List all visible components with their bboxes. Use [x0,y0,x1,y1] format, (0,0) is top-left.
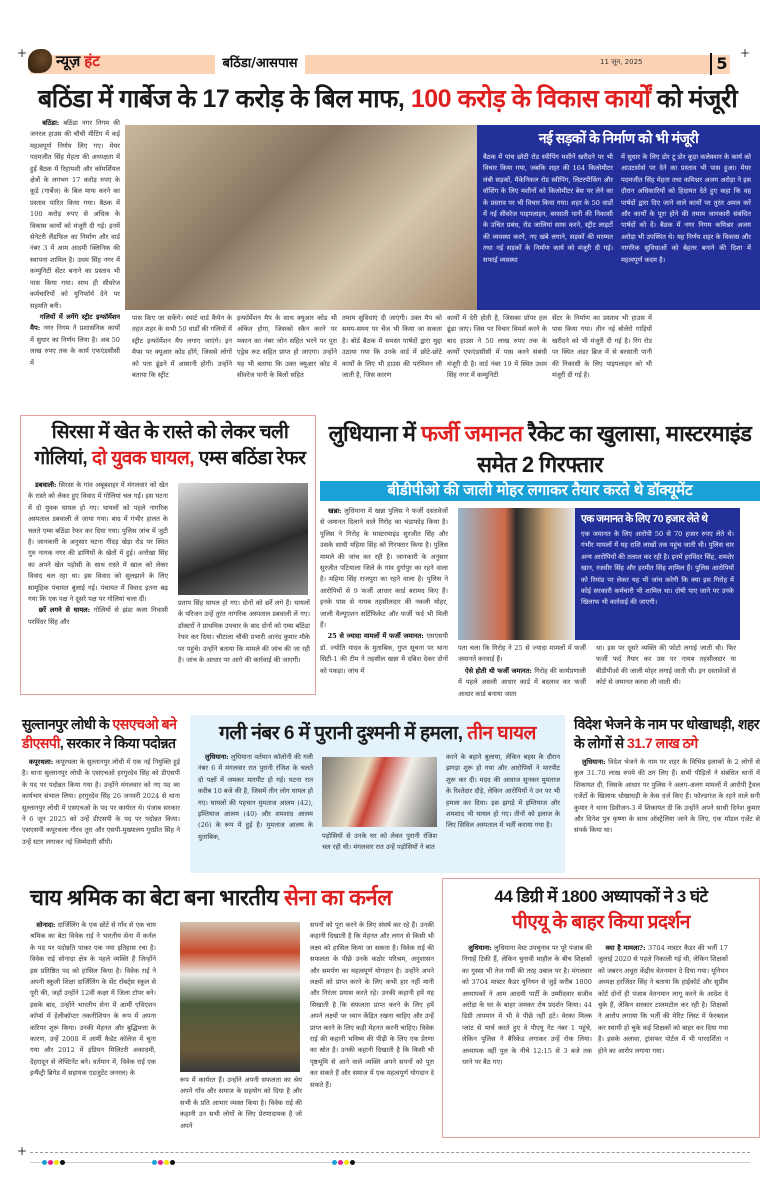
sidebar-title: एक जमानत के लिए 70 हजार लेते थे [581,513,708,525]
body-text: एसएसपी डॉ. ज्योति यादव के मुताबिक, गुप्त सूचना पर थाना सिटी-1 की टीम ने तहसील खन्ना में दबिश देकर दोनों को पकड़ा। जांच में [320,632,448,675]
dateline: खन्ना: [328,507,342,515]
headline-text: लुधियाना में [328,421,416,446]
body-text: लुधियाना वर्तमान कॉलोनी की गली नंबर 6 में मंगलवार रात पुरानी रंजिश के चलते दो पक्षों में जमकर मारपीट हो गई। घटना रात करीब 10 बजे की है, जिसमें तीन लोग घायल हो गए। घायलों की पहचान मुमताज आलम (42), इम्तियाज आलम (40) और शमशाद आलम (26) के रूप में हुई है। मुमताज आलम के मुताबिक, [198,753,313,841]
story4-headline [22,715,180,753]
story8-headline [446,884,756,936]
dateline: लुधियाना: [204,753,229,761]
sidebar-text: में सुधार के लिए डोर टू डोर कूड़ा कलेक्शन के कार्य को आउटसोर्स पर देने का प्रस्ताव भी पास हुआ। मेयर पदमजीत सिंह मेहता तथा कमिश्नर अजय अरोड़ा ने इस दौरान अधिकारियों को हिदायत देते हुए कहा कि वह पार्षदों द्वारा दिए जाने वाले कार्यों पर तुरंत अमल करें और कार्यों के पूरा होने की तमाम जानकारी संबंधित पार्षदों को दें। बैठक में नगर निगम कमिश्नर अजय अरोड़ा भी उपस्थित थे। यह निर्णय शहर के विकास और नागरिक सुविधाओं को बेहतर बनाने की दिशा में महत्वपूर्ण कदम है। [621,153,751,264]
headline-text: सुल्तानपुर लोधी के [22,716,110,732]
story7-headline [30,884,430,912]
story1-col5: कार्यों में देरी होती है, जिसका प्रॉपर हल ढूंढा जाए। जिस पर विचार विमर्श करने के बाद हाउस ने 50 लाख रुपए तक के कार्यों एफएंडसीसी में पास करने संबंधी मंजूरी दी है। वार्ड नंबर 19 में स्थित उधम सिंह नगर में कम्युनिटी [447,314,547,380]
story2-col1 [28,480,168,690]
trim-line [30,1152,750,1153]
headline-highlight: 100 करोड़ के विकास कार्यों [410,85,651,113]
subhead: 25 से ज्यादा मामलों में फर्जी जमानत: [327,632,424,641]
headline-highlight: एसएचओ बने डीएसपी [22,716,177,751]
story1-headline [38,84,738,114]
headline-text: चाय श्रमिक का बेटा बना भारतीय [30,885,279,910]
subhead: ऐसे होती थी फर्जी जमानत: [465,666,532,675]
arrested-accused-photo [458,508,575,640]
color-registration-dots [152,1160,175,1165]
council-meeting-photo [125,125,477,310]
headline-highlight: दो युवक घायल, [91,448,195,469]
headline-text: सिरसा में खेत के रास्ते को लेकर चली गोलियां, [34,422,289,469]
story2-headline [30,420,310,472]
story3-sidebar [575,508,740,640]
body-text: गोलियों से झंडा कला निवासी परविंदर सिंह और [28,606,168,626]
story8-col1 [462,943,592,1133]
headline-text: रैकेट का खुलासा, मास्टरमाइंड समेत 2 गिरफ्तार [477,421,752,477]
sidebar-text: बैठक में पांच छोटी रोड स्वीपिंग मशीनें खरीदने पर भी विचार किया गया, जबकि शहर की 164 किलोमीटर लंबी सड़कों, मैकेनिकल रोड स्वीपिंग, लिटरपीकिंग और वॉशिंग के लिए मशीनों को किलोमीटर बेस पर लेने का के प्रस्ताव पर भी विचार किया गया। शहर के 50 वार्डों में नई सीवरेज पाइपलाइन, बरसाती पानी की निकासी के उचित प्रबंध, रोड जालियां साफ करने, स्ट्रीट लाइटों की व्यवस्था करने, नए खंबे लगाने, सड़कों की मरम्मत तथा नई सड़कों के निर्माण कार्य को मंजूरी दी गई। सफाई व्यवस्था [483,153,613,264]
story5-col1 [198,752,313,867]
story3-banner: बीडीपीओ की जाली मोहर लगाकर तैयार करते थे डॉक्यूमेंट [320,481,760,501]
issue-date: 11 जून, 2025 [600,58,643,66]
dateline: सोनादा: [36,921,56,929]
headline-highlight: फर्जी जमानत [421,421,523,446]
story1-col1 [30,118,120,408]
story7-col3: सपनों को पूरा करने के लिए संघर्ष कर रहे हैं। उनकी कहानी दिखाती है कि मेहनत और लगन से किसी भी लक्ष्य को हासिल किया जा सकता है। विवेक राई की सफलता के पीछे उनके कठोर परिश्रम, अनुशासन और समर्पण का महत्वपूर्ण योगदान है। उन्होंने अपने लक्ष्यों को प्राप्त करने के लिए कभी हार नहीं मानी और निरंतर प्रयास करते रहे। उनकी कहानी हमें यह सिखाती है कि सफलता प्राप्त करने के लिए हमें अपने लक्ष्यों पर ध्यान केंद्रित रखना चाहिए और उन्हें प्राप्त करने के लिए कड़ी मेहनत करनी चाहिए। विवेक राई की कहानी भविष्य की पीढ़ी के लिए एक प्रेरणा का स्रोत है। उनकी कहानी दिखाती है कि किसी भी पृष्ठभूमि से आने वाले व्यक्ति अपने सपनों को पूरा कर सकते हैं और समाज में एक महत्वपूर्ण योगदान दे सकते हैं। [310,921,434,1089]
headline-text: बठिंडा में गार्बेज के 17 करोड़ के बिल माफ, [38,85,405,113]
color-registration-dots [42,1160,65,1165]
logo-text: न्यूज़ [56,52,81,70]
sidebar-title: नई सड़कों के निर्माण को भी मंजूरी [538,130,699,146]
body-text: दार्जिलिंग के एक छोटे से गाँव से एक चाय श्रमिक का बेटा विवेक राई ने भारतीय सेना में कर्नल के पद पर पदोन्नति पाकर एक नया इतिहास रचा है। विवेक राई सोनादा क्षेत्र के पहले व्यक्ति हैं जिन्होंने इस प्रतिष्ठित पद को हासिल किया है। विवेक राई ने अपनी स्कूली शिक्षा दार्जिलिंग के सेंट रॉबर्ट्स स्कूल से पूरी की, जहाँ उन्होंने 12वीं कक्षा में जिला टॉपर बने। इसके बाद, उन्होंने भारतीय सेना में आर्मी एविएशन कॉर्प्स में हेलीकॉप्टर तकनीशियन के रूप में अपना करियर शुरू किया। उनकी मेहनत और बुद्धिमत्ता के कारण, उन्हें 2008 में आर्मी कैडेट कॉलेज में चुना गया और 2012 में इंडियन मिलिटरी अकादमी, देहरादून से लेफ्टिनेंट बने। वर्तमान में, विवेक राई एक इन्फैंट्री ब्रिगेड में सहायक एडजुटेंट जनरल) के [30,921,156,1078]
story6-body [574,757,760,869]
subhead: गलियों में लगेंगे स्ट्रीट इन्फॉर्मेशन मैप: [30,312,120,333]
story1-col3: इन्फॉर्मेशन मैप के साथ क्यूआर कोड भी अंकित होगा, जिसको स्कैन करने पर मकान का नंबर जोन सहित भरने पर पूरा एड्रेस रूट सहित प्राप्त हो जाएगा। उन्होंने यह भी बताया कि उक्त क्यूआर कोड में सीवरेज पानी के बिलों सहित [237,314,337,380]
headline-text: विदेश भेजने के नाम पर धोखाधड़ी, शहर के लोगों से [574,716,760,751]
dateline: डबवाली: [35,481,57,489]
color-registration-dots [332,1160,355,1165]
body-text: लुधियाना में खन्ना पुलिस ने फर्जी दस्तावेजों से जमानत दिलाने वाले गिरोह का भंडाफोड़ किया है। पुलिस ने गिरोह के मास्टरमाइंड सुरजीत सिंह और उसके साथी महिमा सिंह को गिरफ्तार किया है। पुलिस मामले की जांच कर रही है। जानकारी के अनुसार सुरजीत पटियाला जिले के गांव दुर्गापुर का रहने वाला है। महिमा सिंह राजपुरा का रहने वाला है। पुलिस ने आरोपियों से 9 फर्जी आधार कार्ड बरामद किए हैं। इनके पास से नायब तहसीलदार की नकली मोहर, जाली वैल्यूएशन सर्टिफिकेट और फर्जी फर्द भी मिली हैं। [320,507,448,630]
story5-col3: करने के बहाने बुलाया, लेकिन बहस के दौरान झगड़ा शुरू हो गया और आरोपियों ने मारपीट शुरू कर दी। मदद की आवाज सुनकर मुमताज के रिश्तेदार दौड़े, लेकिन आरोपियों ने उन पर भी हमला कर दिया। इस झगड़े में इम्तियाज और शमशाद भी घायल हो गए। तीनों को इलाज के लिए सिविल अस्पताल में भर्ती कराया गया है। [446,753,560,830]
story3-col3: था। इस पर दूसरे व्यक्ति की फोटो लगाई जाती थी। फिर फर्जी फर्द तैयार कर उस पर नायब तहसीलदार या बीडीपीओ की जाली मोहर लगाई जाती थी। इन दस्तावेजों से कोर्ट से जमानत करवा ली जाती थी। [596,644,736,687]
story3-headline [320,418,760,480]
logo [28,46,158,76]
story7-col2: रूप में कार्यरत हैं। उन्होंने अपनी सफलता का श्रेय अपने गाँव और समाज के सहयोग को दिया है और सभी के प्रति आभार व्यक्त किया है। विवेक राई की कहानी उन सभी लोगों के लिए प्रेरणादायक है जो अपने [180,1076,302,1130]
story6-headline [574,715,760,753]
section-title: बठिंडा/आसपास [215,53,305,75]
page-number: 5 [710,53,732,75]
headline-text: 44 डिग्री में 1800 अध्यापकों ने 3 घंटे [494,887,708,906]
body-text: कपूरथला के सुल्तानपुर लोधी में एक नई नियुक्ति हुई है। थाना सुल्तानपुर लोधी के एसएचओ हरगुरदेव सिंह को डीएसपी के पद पर पदोन्नत किया गया है। उन्होंने मंगलवार को नए पद का कार्यभार संभाल लिया। हरगुरदेव सिंह 26 जनवरी 2024 से थाना सुल्तानपुर लोधी में एसएचओ के पद पर कार्यरत थे। पंजाब सरकार ने 6 जून 2025 को उन्हें डीएसपी के पद पर पदोन्नत किया। एसएसपी कपूरथला गौरव तूरा और एसपी-मुख्यालय गुरप्रीत सिंह ने उन्हें स्टार लगाकर नई जिम्मेदारी सौंपी। [22,758,180,846]
dateline: बठिंडा: [42,119,60,127]
body-text: नगर निगम ने प्रशासनिक कार्यों में सुधार का निर्णय लिया है। अब 50 लाख रुपए तक के कार्य एफएंडसीसी में [30,324,120,367]
headline-highlight: तीन घायल [467,723,536,744]
body-text: पता चला कि गिरोह ने 25 से ज्यादा मामलों में फर्जी जमानतें करवाई हैं। [458,644,586,664]
story5-col2: पड़ोसियों से उनके घर को लेकर पुरानी रंजिश चल रही थी। मंगलवार रात उन्हें पड़ोसियों ने बात [322,832,437,852]
registration-mark: + [740,46,751,60]
pistol-photo [178,483,308,595]
headline-highlight: पीएयू के बाहर किया प्रदर्शन [512,912,690,933]
story7-col1 [30,920,156,1148]
body-text: गिरोह की कार्यप्रणाली में पहले असली आधार कार्ड में बदलाव कर फर्जी आधार कार्ड बनाया जाता [458,666,586,698]
colonel-portrait-photo [180,922,300,1072]
eagle-logo-icon [28,49,52,73]
subhead: छर्रे लगने से घायल: [38,606,91,615]
dateline: कपूरथला: [28,758,54,766]
dateline: लुधियाना: [581,758,606,766]
story1-col2: पास किए जा सकेंगे। स्मार्ट वार्ड कैंपेन के तहत शहर के सभी 50 वार्डों की गलियों में स्ट्रीट इन्फॉर्मेशन मैप लगाए जाएंगे। इन मैप्स पर क्यूआर कोड होंगे, जिससे लोगों को पता ढूंढने में आसानी होगी। उन्होंने बताया कि स्ट्रीट [132,314,232,380]
story3-col2 [458,643,586,710]
story1-col4: तमाम सुविधाएं दी जाएंगी। उक्त मैप को समय-समय पर चेंज भी किया जा सकता है। बोर्ड बैठक में समस्त पार्षदों द्वारा मुद्दा उठाया गया कि उनके वार्ड में छोटे-छोटे कार्यों के लिए भी हाउस की परमिशन ली जाती है, जिस कारण [342,314,442,380]
body-text: सिरसा के गांव अबूबशहर में मंगलवार को खेत के रास्ते को लेकर हुए विवाद में गोलियां चल गईं। इस घटना में दो युवक घायल हो गए। घायलों को पहले नागरिक अस्पताल डबवाली ले जाया गया। बाद में गंभीर हालत के चलते एम्स बठिंडा रेफर कर दिया गया। पुलिस जांच में जुटी है। जानकारी के अनुसार घटना गीदड़ खेड़ा रोड पर स्थित गुरु नानक नगर की ढाणियों के खेतों में हुई। अनोखा सिंह का अपने खेत पड़ोसी के साथ रास्ते में खाल को लेकर विवाद चल रहा था। इस विवाद को सुलझाने के लिए सामूहिक पंचायत बुलाई गई। पंचायत में विवाद इतना बढ़ गया कि एक पक्ष ने दूसरे पक्ष पर गोलियां चला दीं। [28,481,168,604]
headline-text: को मंजूरी [656,85,738,113]
body-text: बठिंडा नगर निगम की जनरल हाउस की चौथी मीटिंग में कई महत्वपूर्ण निर्णय लिए गए। मेयर पदमजीत सिंह मेहता की अध्यक्षता में हुई बैठक में रिहायशी और कॉमर्शियल क्षेत्रों के लगभग 17 करोड़ रुपए के कूड़े (गार्बेज) के बिल माफ करने का प्रस्ताव पारित किया गया। बैठक में 100 करोड़ रुपए से अधिक के विकास कार्यों को मंजूरी दी गई। इनमें सेनेटरी लैंडफिल का निर्माण और वार्ड नंबर 3 में आम आदमी क्लिनिक की स्थापना शामिल है। उधम सिंह नगर में कम्युनिटी सेंटर बनाने का प्रस्ताव भी पास किया गया। साथ ही सीवरेज कर्मचारियों को युनिफॉर्म देने पर सहमति बनी। [30,119,120,310]
body-text: 3704 मास्टर कैडर की भर्ती 17 जुलाई 2020 से पहले निकाली गई थी, लेकिन शिक्षकों को जबरन अधूरा केंद्रीय वेतनमान दे दिया गया। यूनियन अध्यक्ष हरजिंदर सिंह ने बताया कि हाईकोर्ट और सुप्रीम कोर्ट दोनों ही पंजाब वेतनमान लागू करने के आदेश दे चुके हैं, लेकिन सरकार टालमटोल कर रही है। शिक्षकों ने आरोप लगाया कि भर्ती की मेरिट लिस्ट में फेरबदल कर स्थायी हो चुके कई शिक्षकों को बाहर कर दिया गया है। इसके अलावा, ट्रांसफर पोर्टल में भी पारदर्शिता न होने का आरोप लगाया गया। [598,944,728,1055]
story4-body [22,757,180,869]
story3-col1 [320,506,448,710]
registration-mark: + [17,1144,28,1158]
headline-text: एम्स बठिंडा रेफर [198,448,306,469]
headline-highlight: सेना का कर्नल [284,885,392,910]
body-text: लुधियाना वेस्ट उपचुनाव पर पूरे पंजाब की निगाहें टिकी हैं, लेकिन चुनावी माहौल के बीच शिक्षकों का गुस्सा भी तेज गर्मी की तरह उबाल पर है। मंगलवार को 3704 मास्टर कैडर यूनियन से जुड़े करीब 1800 अध्यापकों ने आम आदमी पार्टी के उम्मीदवार संजीव अरोड़ा के घर के बाहर जमकर रोष प्रदर्शन किया। 44 डिग्री तापमान में भी वे पीछे नहीं हटे। वेरका मिल्क प्लांट से मार्च करते हुए वे पीएयू गेट नंबर 1 पहुंचे, लेकिन पुलिस ने बैरिकेड लगाकर उन्हें रोक लिया। अध्यापक वहीं पुल के नीचे 12:15 से 3 बजे तक धरने पर बैठ गए। [462,944,592,1067]
story1-sidebar [477,125,760,310]
headline-text: , सरकार ने किया पदोन्नत [59,735,176,751]
dateline: लुधियाना: [468,944,492,952]
headline-text: गली नंबर 6 में पुरानी दुश्मनी में हमला, [219,723,463,744]
story2-col2: प्रताप सिंह घायल हो गए। दोनों को छर्रे लगे हैं। घायलों के परिजन उन्हें तुरंत नागरिक अस्पताल डबवाली ले गए। डॉक्टरों ने प्राथमिक उपचार के बाद दोनों को एम्स बठिंडा रेफर कर दिया। चौटाला चौकी प्रभारी आनंद कुमार मौके पर पहुंचे। उन्होंने बताया कि मामले की जांच की जा रही है। जांच के आधार पर आगे की कार्रवाई की जाएगी। [178,599,310,665]
subhead: क्या है मामला?: [605,944,646,952]
headline-highlight: 31.7 लाख ठगे [627,735,698,751]
registration-mark: + [17,46,28,60]
sidebar-text: एक जमानत के लिए आरोपी 50 से 70 हजार रुपए लेते थे। गंभीर मामलों में यह राशि लाखों तक पहुंच जाती थी। पुलिस चार अन्य आरोपियों की तलाश कर रही है। इनमें हरविंदर सिंह, शमशेर खान, रजवीर सिंह और हरमीत सिंह शामिल हैं। पुलिस आरोपियों को रिमांड पर लेकर यह भी जांच करेगी कि क्या इस गिरोह में कोई सरकारी कर्मचारी भी शामिल था। दोषी पाए जाने पर उनके खिलाफ भी कार्रवाई की जाएगी। [581,530,734,607]
injured-victims-photo [322,757,437,827]
body-text: विदेश भेजने के नाम पर शहर के विभिन्न इलाकों के 2 लोगों से कुल 31.70 लाख रुपये की ठग लिए हैं। सभी पीड़ितों ने संबंधित थानों में शिकायत दी, जिसके आधार पर पुलिस ने अलग-अलग मामलों में आरोपी ट्रैवल एजेंटों के खिलाफ धोखाधड़ी के केस दर्ज किए हैं। फोल्डगंज के रहने वाले सनी कुमार ने थाना डिवीजन-3 में शिकायत दी कि उन्होंने अपने साथी दिनेश कुमार और दिनेश पुत्र कृष्णा के साथ ऑस्ट्रेलिया जाने के लिए, एक मॉडल एजेंट से संपर्क किया था। [574,758,760,835]
divider [30,1162,750,1163]
logo-text-accent: हंट [84,52,100,70]
story8-col2 [598,943,728,1133]
story1-col6: सेंटर के निर्माण का प्रस्ताव भी हाउस में पास किया गया। तीन नई बोलेरो गाड़ियों खरीदने को भी मंजूरी दी गई है। रिंग रोड पर स्थित अंडर ब्रिज में से बरसाती पानी की निकासी के लिए पाइपलाइन को भी मंजूरी दी गई है। [552,314,652,380]
story5-headline [195,722,560,746]
